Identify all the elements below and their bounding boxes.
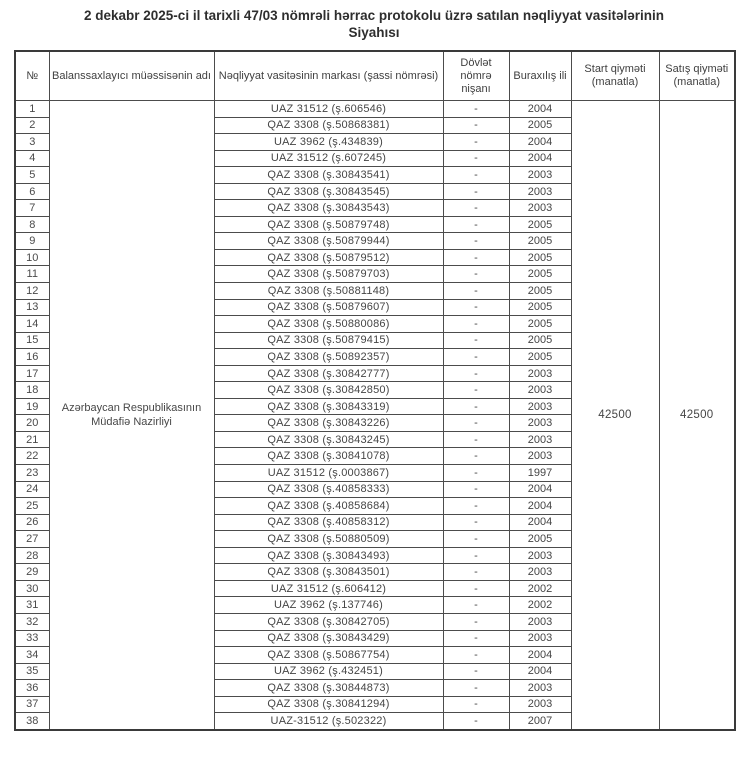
year-cell: 2004	[509, 663, 571, 680]
vehicle-make-cell: QAZ 3308 (ş.50879607)	[214, 299, 443, 316]
column-header-year: Buraxılış ili	[509, 51, 571, 101]
row-number-cell: 7	[15, 200, 49, 217]
row-number-cell: 19	[15, 398, 49, 415]
year-cell: 2003	[509, 382, 571, 399]
year-cell: 2003	[509, 365, 571, 382]
vehicle-make-cell: QAZ 3308 (ş.40858312)	[214, 514, 443, 531]
plate-cell: -	[443, 547, 509, 564]
plate-cell: -	[443, 647, 509, 664]
row-number-cell: 22	[15, 448, 49, 465]
year-cell: 2003	[509, 183, 571, 200]
vehicle-make-cell: UAZ 31512 (ş.606412)	[214, 580, 443, 597]
vehicle-make-cell: UAZ 3962 (ş.434839)	[214, 134, 443, 151]
year-cell: 2004	[509, 134, 571, 151]
table-body	[15, 101, 735, 730]
vehicle-make-cell: QAZ 3308 (ş.30842777)	[214, 365, 443, 382]
year-cell: 2004	[509, 101, 571, 118]
plate-cell: -	[443, 183, 509, 200]
vehicle-make-cell: UAZ 3962 (ş.432451)	[214, 663, 443, 680]
row-number-cell: 28	[15, 547, 49, 564]
row-number-cell: 29	[15, 564, 49, 581]
plate-cell: -	[443, 398, 509, 415]
row-number-cell: 6	[15, 183, 49, 200]
year-cell: 2005	[509, 233, 571, 250]
year-cell: 2005	[509, 316, 571, 333]
row-number-cell: 34	[15, 647, 49, 664]
plate-cell: -	[443, 564, 509, 581]
plate-cell: -	[443, 216, 509, 233]
row-number-cell: 27	[15, 531, 49, 548]
year-cell: 2005	[509, 283, 571, 300]
row-number-cell: 33	[15, 630, 49, 647]
row-number-cell: 9	[15, 233, 49, 250]
row-number-cell: 17	[15, 365, 49, 382]
vehicle-make-cell: QAZ 3308 (ş.30842850)	[214, 382, 443, 399]
row-number-cell: 4	[15, 150, 49, 167]
year-cell: 2005	[509, 349, 571, 366]
vehicle-make-cell: QAZ 3308 (ş.40858333)	[214, 481, 443, 498]
year-cell: 2004	[509, 647, 571, 664]
row-number-cell: 14	[15, 316, 49, 333]
vehicle-make-cell: QAZ 3308 (ş.50879415)	[214, 332, 443, 349]
table-header	[15, 51, 735, 101]
vehicle-make-cell: QAZ 3308 (ş.50880086)	[214, 316, 443, 333]
row-number-cell: 37	[15, 696, 49, 713]
year-cell: 2003	[509, 167, 571, 184]
year-cell: 2004	[509, 481, 571, 498]
year-cell: 2004	[509, 514, 571, 531]
year-cell: 2003	[509, 398, 571, 415]
plate-cell: -	[443, 316, 509, 333]
table-row	[15, 101, 735, 118]
plate-cell: -	[443, 514, 509, 531]
row-number-cell: 15	[15, 332, 49, 349]
plate-cell: -	[443, 663, 509, 680]
vehicle-make-cell: UAZ 31512 (ş.0003867)	[214, 465, 443, 482]
year-cell: 2005	[509, 299, 571, 316]
year-cell: 2003	[509, 200, 571, 217]
vehicle-make-cell: QAZ 3308 (ş.30844873)	[214, 680, 443, 697]
row-number-cell: 21	[15, 431, 49, 448]
plate-cell: -	[443, 365, 509, 382]
row-number-cell: 20	[15, 415, 49, 432]
plate-cell: -	[443, 498, 509, 515]
year-cell: 2003	[509, 613, 571, 630]
owner-cell: Azərbaycan Respublikasının Müdafiə Nazirliyi	[49, 101, 214, 730]
row-number-cell: 26	[15, 514, 49, 531]
row-number-cell: 3	[15, 134, 49, 151]
year-cell: 1997	[509, 465, 571, 482]
row-number-cell: 11	[15, 266, 49, 283]
plate-cell: -	[443, 117, 509, 134]
plate-cell: -	[443, 101, 509, 118]
year-cell: 2005	[509, 249, 571, 266]
sale-price-cell: 42500	[659, 101, 735, 730]
plate-cell: -	[443, 332, 509, 349]
row-number-cell: 24	[15, 481, 49, 498]
row-number-cell: 5	[15, 167, 49, 184]
year-cell: 2003	[509, 680, 571, 697]
plate-cell: -	[443, 415, 509, 432]
vehicle-list-table	[14, 50, 736, 731]
vehicle-make-cell: UAZ 31512 (ş.606546)	[214, 101, 443, 118]
plate-cell: -	[443, 465, 509, 482]
row-number-cell: 31	[15, 597, 49, 614]
year-cell: 2005	[509, 266, 571, 283]
vehicle-make-cell: QAZ 3308 (ş.50879512)	[214, 249, 443, 266]
plate-cell: -	[443, 531, 509, 548]
column-header-start-price: Start qiyməti (manatla)	[571, 51, 659, 101]
year-cell: 2007	[509, 713, 571, 730]
year-cell: 2005	[509, 531, 571, 548]
vehicle-make-cell: QAZ 3308 (ş.30841078)	[214, 448, 443, 465]
plate-cell: -	[443, 134, 509, 151]
row-number-cell: 1	[15, 101, 49, 118]
plate-cell: -	[443, 249, 509, 266]
vehicle-make-cell: QAZ 3308 (ş.50879748)	[214, 216, 443, 233]
plate-cell: -	[443, 713, 509, 730]
plate-cell: -	[443, 597, 509, 614]
column-header-number: №	[15, 51, 49, 101]
plate-cell: -	[443, 233, 509, 250]
row-number-cell: 10	[15, 249, 49, 266]
row-number-cell: 12	[15, 283, 49, 300]
row-number-cell: 18	[15, 382, 49, 399]
column-header-sale-price: Satış qiyməti (manatla)	[659, 51, 735, 101]
year-cell: 2005	[509, 117, 571, 134]
row-number-cell: 16	[15, 349, 49, 366]
plate-cell: -	[443, 167, 509, 184]
plate-cell: -	[443, 680, 509, 697]
column-header-make: Nəqliyyat vasitəsinin markası (şassi nömrəsi)	[214, 51, 443, 101]
vehicle-make-cell: QAZ 3308 (ş.30843543)	[214, 200, 443, 217]
year-cell: 2003	[509, 415, 571, 432]
vehicle-make-cell: UAZ 3962 (ş.137746)	[214, 597, 443, 614]
year-cell: 2003	[509, 448, 571, 465]
vehicle-make-cell: QAZ 3308 (ş.50868381)	[214, 117, 443, 134]
row-number-cell: 30	[15, 580, 49, 597]
plate-cell: -	[443, 382, 509, 399]
vehicle-make-cell: QAZ 3308 (ş.30842705)	[214, 613, 443, 630]
vehicle-make-cell: QAZ 3308 (ş.30843226)	[214, 415, 443, 432]
document-title-line2: Siyahısı	[348, 25, 400, 40]
row-number-cell: 36	[15, 680, 49, 697]
year-cell: 2003	[509, 696, 571, 713]
vehicle-make-cell: QAZ 3308 (ş.50867754)	[214, 647, 443, 664]
table-header-row	[15, 51, 735, 101]
row-number-cell: 8	[15, 216, 49, 233]
plate-cell: -	[443, 299, 509, 316]
column-header-owner: Balanssaxlayıcı müəssisənin adı	[49, 51, 214, 101]
row-number-cell: 23	[15, 465, 49, 482]
vehicle-make-cell: UAZ-31512 (ş.502322)	[214, 713, 443, 730]
vehicle-make-cell: QAZ 3308 (ş.30843501)	[214, 564, 443, 581]
document-title	[0, 0, 748, 41]
vehicle-make-cell: QAZ 3308 (ş.30843245)	[214, 431, 443, 448]
year-cell: 2004	[509, 498, 571, 515]
plate-cell: -	[443, 150, 509, 167]
vehicle-make-cell: UAZ 31512 (ş.607245)	[214, 150, 443, 167]
plate-cell: -	[443, 283, 509, 300]
plate-cell: -	[443, 200, 509, 217]
document-title-line1: 2 dekabr 2025-ci il tarixli 47/03 nömrəli hərrac protokolu üzrə satılan nəqliyyat vasitələrinin	[84, 8, 664, 23]
year-cell: 2003	[509, 630, 571, 647]
vehicle-make-cell: QAZ 3308 (ş.30843545)	[214, 183, 443, 200]
column-header-plate: Dövlət nömrə nişanı	[443, 51, 509, 101]
plate-cell: -	[443, 613, 509, 630]
vehicle-make-cell: QAZ 3308 (ş.30843429)	[214, 630, 443, 647]
plate-cell: -	[443, 481, 509, 498]
vehicle-make-cell: QAZ 3308 (ş.50892357)	[214, 349, 443, 366]
vehicle-make-cell: QAZ 3308 (ş.30843319)	[214, 398, 443, 415]
plate-cell: -	[443, 431, 509, 448]
row-number-cell: 2	[15, 117, 49, 134]
vehicle-make-cell: QAZ 3308 (ş.50880509)	[214, 531, 443, 548]
year-cell: 2003	[509, 431, 571, 448]
year-cell: 2005	[509, 216, 571, 233]
vehicle-make-cell: QAZ 3308 (ş.50881148)	[214, 283, 443, 300]
vehicle-make-cell: QAZ 3308 (ş.50879944)	[214, 233, 443, 250]
vehicle-make-cell: QAZ 3308 (ş.30843541)	[214, 167, 443, 184]
row-number-cell: 25	[15, 498, 49, 515]
year-cell: 2002	[509, 580, 571, 597]
plate-cell: -	[443, 696, 509, 713]
vehicle-make-cell: QAZ 3308 (ş.30843493)	[214, 547, 443, 564]
row-number-cell: 32	[15, 613, 49, 630]
year-cell: 2003	[509, 564, 571, 581]
plate-cell: -	[443, 266, 509, 283]
vehicle-make-cell: QAZ 3308 (ş.30841294)	[214, 696, 443, 713]
start-price-cell: 42500	[571, 101, 659, 730]
row-number-cell: 13	[15, 299, 49, 316]
year-cell: 2003	[509, 547, 571, 564]
vehicle-make-cell: QAZ 3308 (ş.50879703)	[214, 266, 443, 283]
year-cell: 2002	[509, 597, 571, 614]
year-cell: 2004	[509, 150, 571, 167]
plate-cell: -	[443, 630, 509, 647]
row-number-cell: 35	[15, 663, 49, 680]
plate-cell: -	[443, 448, 509, 465]
year-cell: 2005	[509, 332, 571, 349]
row-number-cell: 38	[15, 713, 49, 730]
vehicle-make-cell: QAZ 3308 (ş.40858684)	[214, 498, 443, 515]
plate-cell: -	[443, 580, 509, 597]
plate-cell: -	[443, 349, 509, 366]
